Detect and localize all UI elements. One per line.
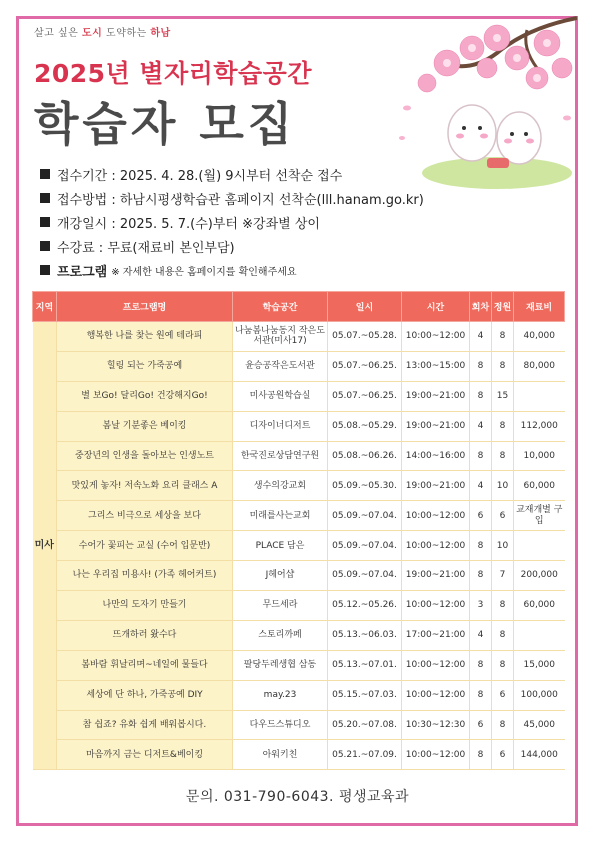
venue-cell: 스토리까페	[233, 620, 328, 650]
bullet-square-icon	[40, 169, 50, 179]
venue-cell: 다우드스튜디오	[233, 710, 328, 740]
capacity-cell: 6	[492, 501, 514, 531]
venue-cell: 미래를사는교회	[233, 501, 328, 531]
program-name-cell: 나만의 도자기 만들기	[57, 591, 233, 621]
table-row	[33, 591, 565, 621]
program-name-cell: 중장년의 인생을 돌아보는 인생노트	[57, 441, 233, 471]
dates-cell: 05.13.~07.01.	[328, 650, 402, 680]
venue-cell: 팔당두레생협 삼동	[233, 650, 328, 680]
sessions-cell: 8	[470, 561, 492, 591]
time-cell: 10:00~12:00	[402, 531, 470, 561]
sessions-cell: 6	[470, 501, 492, 531]
sessions-cell: 4	[470, 322, 492, 352]
program-name-cell: 세상에 단 하나, 가죽공예 DIY	[57, 680, 233, 710]
material-fee-cell: 60,000	[514, 591, 565, 621]
venue-cell: 나눔봄나눔동지 작은도서관(미사17)	[233, 322, 328, 352]
poster-title-line2: 학습자 모집	[34, 97, 297, 151]
program-name-cell: 참 쉽죠? 유화 쉽게 배워봅시다.	[57, 710, 233, 740]
table-row	[33, 710, 565, 740]
sessions-cell: 6	[470, 710, 492, 740]
bullet-square-icon	[40, 217, 50, 227]
venue-cell: may.23	[233, 680, 328, 710]
material-fee-cell	[514, 620, 565, 650]
venue-cell: 미사공원학습실	[233, 381, 328, 411]
time-cell: 10:30~12:30	[402, 710, 470, 740]
capacity-cell: 15	[492, 381, 514, 411]
sessions-cell: 8	[470, 381, 492, 411]
table-row	[33, 501, 565, 531]
time-cell: 10:00~12:00	[402, 501, 470, 531]
info-period: 접수기간 : 2025. 4. 28.(월) 9시부터 선착순 접수	[40, 162, 424, 186]
dates-cell: 05.08.~06.26.	[328, 441, 402, 471]
header-sessions: 회차	[470, 292, 492, 322]
info-start-date: 개강일시 : 2025. 5. 7.(수)부터 ※강좌별 상이	[40, 210, 424, 234]
material-fee-cell: 45,000	[514, 710, 565, 740]
table-header-row	[33, 292, 565, 322]
capacity-cell: 6	[492, 680, 514, 710]
capacity-cell: 8	[492, 441, 514, 471]
table-row	[33, 561, 565, 591]
time-cell: 19:00~21:00	[402, 381, 470, 411]
dates-cell: 05.07.~05.28.	[328, 322, 402, 352]
sessions-cell: 4	[470, 471, 492, 501]
program-name-cell: 수어가 꽃피는 교실 (수어 입문반)	[57, 531, 233, 561]
material-fee-cell: 144,000	[514, 740, 565, 770]
material-fee-cell: 100,000	[514, 680, 565, 710]
table-row	[33, 441, 565, 471]
time-cell: 10:00~12:00	[402, 680, 470, 710]
sessions-cell: 8	[470, 531, 492, 561]
sessions-cell: 4	[470, 411, 492, 441]
table-row	[33, 531, 565, 561]
time-cell: 13:00~15:00	[402, 351, 470, 381]
header-venue: 학습공간	[233, 292, 328, 322]
dates-cell: 05.09.~05.30.	[328, 471, 402, 501]
sessions-cell: 8	[470, 351, 492, 381]
dates-cell: 05.09.~07.04.	[328, 501, 402, 531]
sessions-cell: 8	[470, 650, 492, 680]
table-row	[33, 322, 565, 352]
info-program: 프로그램 ※ 자세한 내용은 홈페이지를 확인해주세요	[40, 258, 424, 282]
table-row	[33, 471, 565, 501]
material-fee-cell: 80,000	[514, 351, 565, 381]
venue-cell: 아워키친	[233, 740, 328, 770]
capacity-cell: 10	[492, 471, 514, 501]
info-fee: 수강료 : 무료(재료비 본인부담)	[40, 234, 424, 258]
capacity-cell: 8	[492, 591, 514, 621]
venue-cell: 디자이너디저트	[233, 411, 328, 441]
header-capacity: 정원	[492, 292, 514, 322]
material-fee-cell: 200,000	[514, 561, 565, 591]
dates-cell: 05.12.~05.26.	[328, 591, 402, 621]
dates-cell: 05.21.~07.09.	[328, 740, 402, 770]
dates-cell: 05.13.~06.03.	[328, 620, 402, 650]
table-row	[33, 650, 565, 680]
venue-cell: 윤승공작은도서관	[233, 351, 328, 381]
material-fee-cell: 15,000	[514, 650, 565, 680]
dates-cell: 05.07.~06.25.	[328, 381, 402, 411]
info-method: 접수방법 : 하남시평생학습관 홈페이지 선착순(lll.hanam.go.kr)	[40, 186, 424, 210]
time-cell: 10:00~12:00	[402, 322, 470, 352]
table-row	[33, 680, 565, 710]
header-dates: 일시	[328, 292, 402, 322]
material-fee-cell: 112,000	[514, 411, 565, 441]
time-cell: 19:00~21:00	[402, 561, 470, 591]
table-row	[33, 351, 565, 381]
table-row	[33, 620, 565, 650]
program-name-cell: 별 보Go! 달리Go! 건강해지Go!	[57, 381, 233, 411]
time-cell: 14:00~16:00	[402, 441, 470, 471]
bullet-square-icon	[40, 265, 50, 275]
bullet-square-icon	[40, 241, 50, 251]
program-name-cell: 봄바람 휘날리며~네일에 물들다	[57, 650, 233, 680]
venue-cell: 무드세라	[233, 591, 328, 621]
venue-cell: 한국진로상담연구원	[233, 441, 328, 471]
table-row	[33, 411, 565, 441]
capacity-cell: 8	[492, 650, 514, 680]
capacity-cell: 8	[492, 620, 514, 650]
region-cell: 미사	[33, 322, 57, 770]
material-fee-cell	[514, 381, 565, 411]
time-cell: 10:00~12:00	[402, 740, 470, 770]
venue-cell: J헤어샵	[233, 561, 328, 591]
time-cell: 19:00~21:00	[402, 411, 470, 441]
program-name-cell: 힐링 되는 가죽공예	[57, 351, 233, 381]
header-material-fee: 재료비	[514, 292, 565, 322]
dates-cell: 05.09.~07.04.	[328, 561, 402, 591]
recruitment-info	[40, 162, 424, 282]
sessions-cell: 8	[470, 680, 492, 710]
program-name-cell: 마음까지 금는 디저트&베이킹	[57, 740, 233, 770]
capacity-cell: 7	[492, 561, 514, 591]
contact-info: 문의. 031-790-6043. 평생교육과	[185, 789, 410, 805]
venue-cell: 생수의강교회	[233, 471, 328, 501]
capacity-cell: 8	[492, 411, 514, 441]
material-fee-cell: 10,000	[514, 441, 565, 471]
venue-cell: PLACE 담은	[233, 531, 328, 561]
header-time: 시간	[402, 292, 470, 322]
program-name-cell: 행복한 나를 찾는 원예 테라피	[57, 322, 233, 352]
sessions-cell: 4	[470, 620, 492, 650]
program-name-cell: 나는 우리집 미용사! (가족 헤어커트)	[57, 561, 233, 591]
poster-title-line1: 2025년 별자리학습공간	[34, 59, 312, 88]
table-row	[33, 740, 565, 770]
material-fee-cell	[514, 531, 565, 561]
material-fee-cell: 40,000	[514, 322, 565, 352]
time-cell: 17:00~21:00	[402, 620, 470, 650]
time-cell: 10:00~12:00	[402, 650, 470, 680]
program-name-cell: 봄날 기분좋은 베이킹	[57, 411, 233, 441]
time-cell: 10:00~12:00	[402, 591, 470, 621]
dates-cell: 05.08.~05.29.	[328, 411, 402, 441]
dates-cell: 05.07.~06.25.	[328, 351, 402, 381]
capacity-cell: 6	[492, 740, 514, 770]
dates-cell: 05.20.~07.08.	[328, 710, 402, 740]
dates-cell: 05.09.~07.04.	[328, 531, 402, 561]
dates-cell: 05.15.~07.03.	[328, 680, 402, 710]
capacity-cell: 8	[492, 351, 514, 381]
program-name-cell: 맛있게 놓자! 저속노화 요리 클래스 A	[57, 471, 233, 501]
program-name-cell: 뜨개하러 왔수다	[57, 620, 233, 650]
sessions-cell: 8	[470, 441, 492, 471]
capacity-cell: 8	[492, 322, 514, 352]
material-fee-cell: 60,000	[514, 471, 565, 501]
sessions-cell: 8	[470, 740, 492, 770]
header-region: 지역	[33, 292, 57, 322]
time-cell: 19:00~21:00	[402, 471, 470, 501]
capacity-cell: 8	[492, 710, 514, 740]
bullet-square-icon	[40, 193, 50, 203]
header-program: 프로그램명	[57, 292, 233, 322]
material-fee-cell: 교재개별 구입	[514, 501, 565, 531]
table-row	[33, 381, 565, 411]
city-slogan: 살고 싶은 도시 도약하는 하남	[34, 28, 171, 39]
sessions-cell: 3	[470, 591, 492, 621]
capacity-cell: 10	[492, 531, 514, 561]
program-table	[32, 291, 565, 770]
program-name-cell: 그리스 비극으로 세상을 보다	[57, 501, 233, 531]
